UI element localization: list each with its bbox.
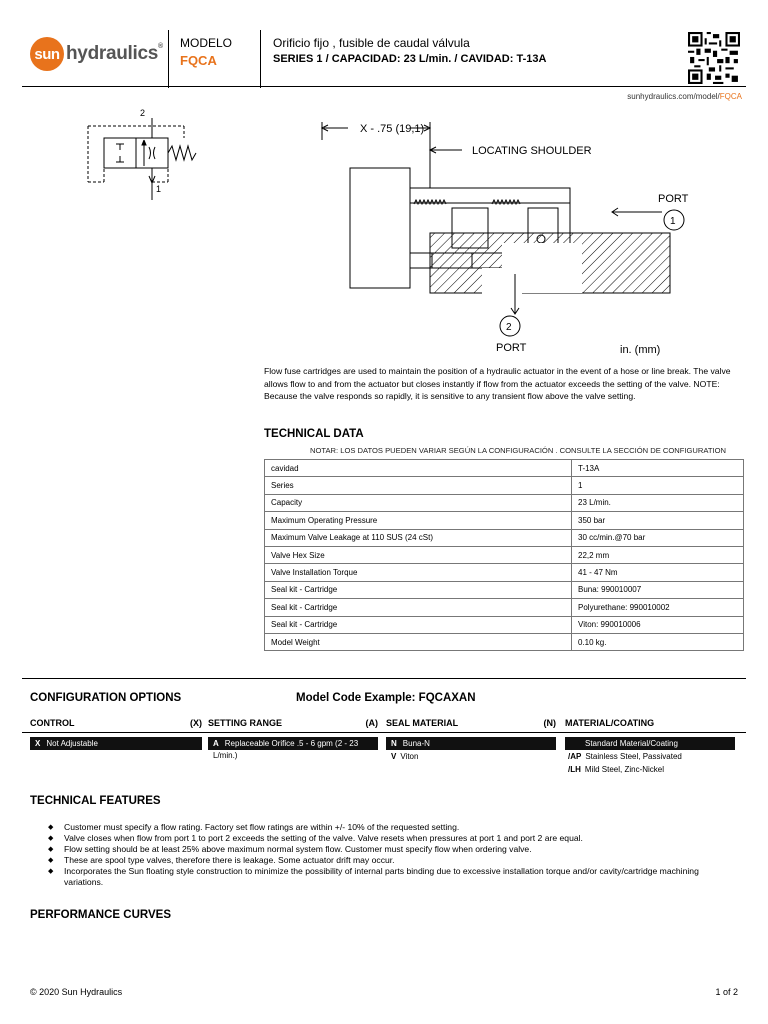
footer-copyright: © 2020 Sun Hydraulics — [30, 987, 123, 997]
table-row — [265, 460, 744, 477]
bullet-icon: ◆ — [48, 868, 54, 875]
spec-label: cavidad — [265, 460, 572, 477]
option-key: V — [391, 752, 397, 761]
table-row — [265, 494, 744, 511]
port-right-number: 1 — [670, 216, 676, 227]
url-prefix: sunhydraulics.com/model/ — [627, 92, 720, 101]
setting-option-continued: L/min.) — [213, 751, 238, 760]
config-header-label: SETTING RANGE — [208, 718, 283, 728]
spec-value: 23 L/min. — [572, 494, 744, 511]
hydraulic-symbol-diagram — [80, 104, 210, 204]
spec-value: Polyurethane: 990010002 — [572, 599, 744, 616]
option-text: Stainless Steel, Passivated — [585, 752, 682, 761]
config-header-label: MATERIAL/COATING — [565, 718, 655, 728]
spec-label: Maximum Valve Leakage at 110 SUS (24 cSt) — [265, 529, 572, 546]
list-item — [48, 833, 728, 844]
sun-logo-mark: sun — [30, 37, 64, 71]
technical-data-table — [264, 459, 744, 651]
setting-option-selected[interactable] — [208, 737, 378, 750]
config-header-code: (A) — [365, 718, 378, 728]
list-item — [48, 822, 728, 833]
option-text: Replaceable Orifice .5 - 6 gpm (2 - 23 — [224, 739, 359, 748]
option-text: Mild Steel, Zinc-Nickel — [584, 765, 665, 774]
spec-value: 350 bar — [572, 512, 744, 529]
table-row — [265, 633, 744, 650]
page-header — [22, 24, 746, 90]
header-divider — [260, 30, 261, 88]
product-description: Flow fuse cartridges are used to maintain the position of a hydraulic actuator in the event of a hose or line break. The valve allows flow to and from the actuator but closes instantly if flow from the actuator exceeds the setting of the valve. NOTE: Because the valve responds so rapidly, it is sensitive to any transient flow above the valve setting. — [264, 366, 731, 401]
coating-option-selected[interactable] — [565, 737, 735, 750]
config-header-code: (X) — [190, 718, 202, 728]
option-text: Buna-N — [402, 739, 430, 748]
table-row — [265, 616, 744, 633]
spec-label: Maximum Operating Pressure — [265, 512, 572, 529]
spec-value: Viton: 990010006 — [572, 616, 744, 633]
registered-mark: ® — [158, 43, 163, 50]
configuration-title: CONFIGURATION OPTIONS — [30, 692, 182, 704]
page-title: Orificio fijo , fusible de caudal válvula — [273, 36, 470, 50]
bullet-icon: ◆ — [48, 835, 54, 842]
table-row — [265, 512, 744, 529]
seal-option-selected[interactable] — [386, 737, 556, 750]
model-code: FQCA — [180, 53, 217, 68]
spec-value: 0.10 kg. — [572, 633, 744, 650]
config-header-control — [30, 718, 202, 728]
config-header-label: SEAL MATERIAL — [386, 718, 459, 728]
model-label: MODELO — [180, 36, 233, 50]
footer-page-number: 1 of 2 — [715, 987, 738, 997]
port-bottom-label: PORT — [496, 342, 527, 354]
config-header-label: CONTROL — [30, 718, 75, 728]
logo-text: hydraulics — [66, 43, 159, 64]
table-row — [265, 529, 744, 546]
spec-label: Series — [265, 477, 572, 494]
option-key: N — [391, 739, 397, 748]
config-header-coating — [565, 718, 735, 728]
spec-value: 22,2 mm — [572, 546, 744, 563]
table-row — [265, 599, 744, 616]
option-text: Standard Material/Coating — [585, 739, 678, 748]
technical-data-note: NOTAR: LOS DATOS PUEDEN VARIAR SEGÚN LA CONFIGURACIÓN . CONSULTE LA SECCIÓN DE CONFIGURATION — [310, 446, 727, 455]
logo-wordmark — [66, 43, 163, 65]
dimension-label: X - .75 (19,1) — [360, 123, 425, 135]
cartridge-section-drawing — [312, 108, 689, 364]
spec-label: Valve Hex Size — [265, 546, 572, 563]
locating-shoulder-label: LOCATING SHOULDER — [472, 145, 592, 157]
qr-code-icon[interactable] — [688, 32, 740, 84]
spec-value: T-13A — [572, 460, 744, 477]
spec-label: Seal kit - Cartridge — [265, 616, 572, 633]
spec-label: Seal kit - Cartridge — [265, 599, 572, 616]
option-key: /AP — [568, 752, 582, 761]
feature-text: Incorporates the Sun floating style construction to minimize the possibility of internal parts binding due to excessive installation torque and/or cavity/cartridge machining variations. — [64, 866, 699, 887]
spec-label: Model Weight — [265, 633, 572, 650]
model-url-link[interactable] — [627, 92, 742, 101]
port-bottom-number: 2 — [506, 322, 512, 333]
list-item — [48, 855, 728, 866]
port-2-label: 2 — [140, 108, 146, 118]
model-code-example: Model Code Example: FQCAXAN — [296, 692, 476, 704]
bullet-icon: ◆ — [48, 846, 54, 853]
table-row — [265, 581, 744, 598]
control-option-selected[interactable] — [30, 737, 202, 750]
option-key: /LH — [568, 765, 581, 774]
bullet-icon: ◆ — [48, 857, 54, 864]
units-label: in. (mm) — [620, 344, 661, 356]
seal-option-viton[interactable] — [391, 752, 418, 761]
list-item — [48, 866, 728, 888]
bullet-icon: ◆ — [48, 824, 54, 831]
config-header-seal — [386, 718, 556, 728]
option-key: A — [213, 739, 219, 748]
spec-value: 41 - 47 Nm — [572, 564, 744, 581]
feature-text: Flow setting should be at least 25% above maximum normal system flow. Customer must specify flow when ordering valve. — [64, 844, 532, 854]
feature-text: These are spool type valves, therefore there is leakage. Some actuator drift may occur. — [64, 855, 395, 865]
port-right-label: PORT — [658, 193, 689, 205]
config-header-setting — [208, 718, 378, 728]
spec-value: 30 cc/min.@70 bar — [572, 529, 744, 546]
port-1-label: 1 — [156, 184, 162, 194]
spec-value: Buna: 990010007 — [572, 581, 744, 598]
sun-hydraulics-logo — [30, 37, 163, 71]
coating-option-ap[interactable] — [568, 752, 682, 761]
coating-option-lh[interactable] — [568, 765, 664, 774]
table-row — [265, 564, 744, 581]
config-header-rule — [22, 732, 746, 733]
option-text: Not Adjustable — [46, 739, 98, 748]
option-key: X — [35, 739, 41, 748]
table-row — [265, 477, 744, 494]
feature-text: Valve closes when flow from port 1 to port 2 exceeds the setting of the valve. Valve resets when pressures at port 1 and port 2 are equal. — [64, 833, 583, 843]
url-model: FQCA — [719, 92, 742, 101]
header-divider — [168, 30, 169, 88]
feature-text: Customer must specify a flow rating. Factory set flow ratings are within +/- 10% of the requested setting. — [64, 822, 460, 832]
technical-features-list — [48, 822, 728, 888]
spec-label: Capacity — [265, 494, 572, 511]
spec-label: Seal kit - Cartridge — [265, 581, 572, 598]
table-row — [265, 546, 744, 563]
config-header-code: (N) — [543, 718, 556, 728]
technical-features-title: TECHNICAL FEATURES — [30, 795, 161, 807]
section-rule — [22, 678, 746, 679]
spec-value: 1 — [572, 477, 744, 494]
list-item — [48, 844, 728, 855]
option-text: Viton — [400, 752, 419, 761]
performance-curves-title: PERFORMANCE CURVES — [30, 909, 171, 921]
page-subtitle: SERIES 1 / CAPACIDAD: 23 L/min. / CAVIDAD: T-13A — [273, 53, 547, 65]
technical-data-title: TECHNICAL DATA — [264, 428, 364, 440]
header-rule — [22, 86, 746, 87]
spec-label: Valve Installation Torque — [265, 564, 572, 581]
